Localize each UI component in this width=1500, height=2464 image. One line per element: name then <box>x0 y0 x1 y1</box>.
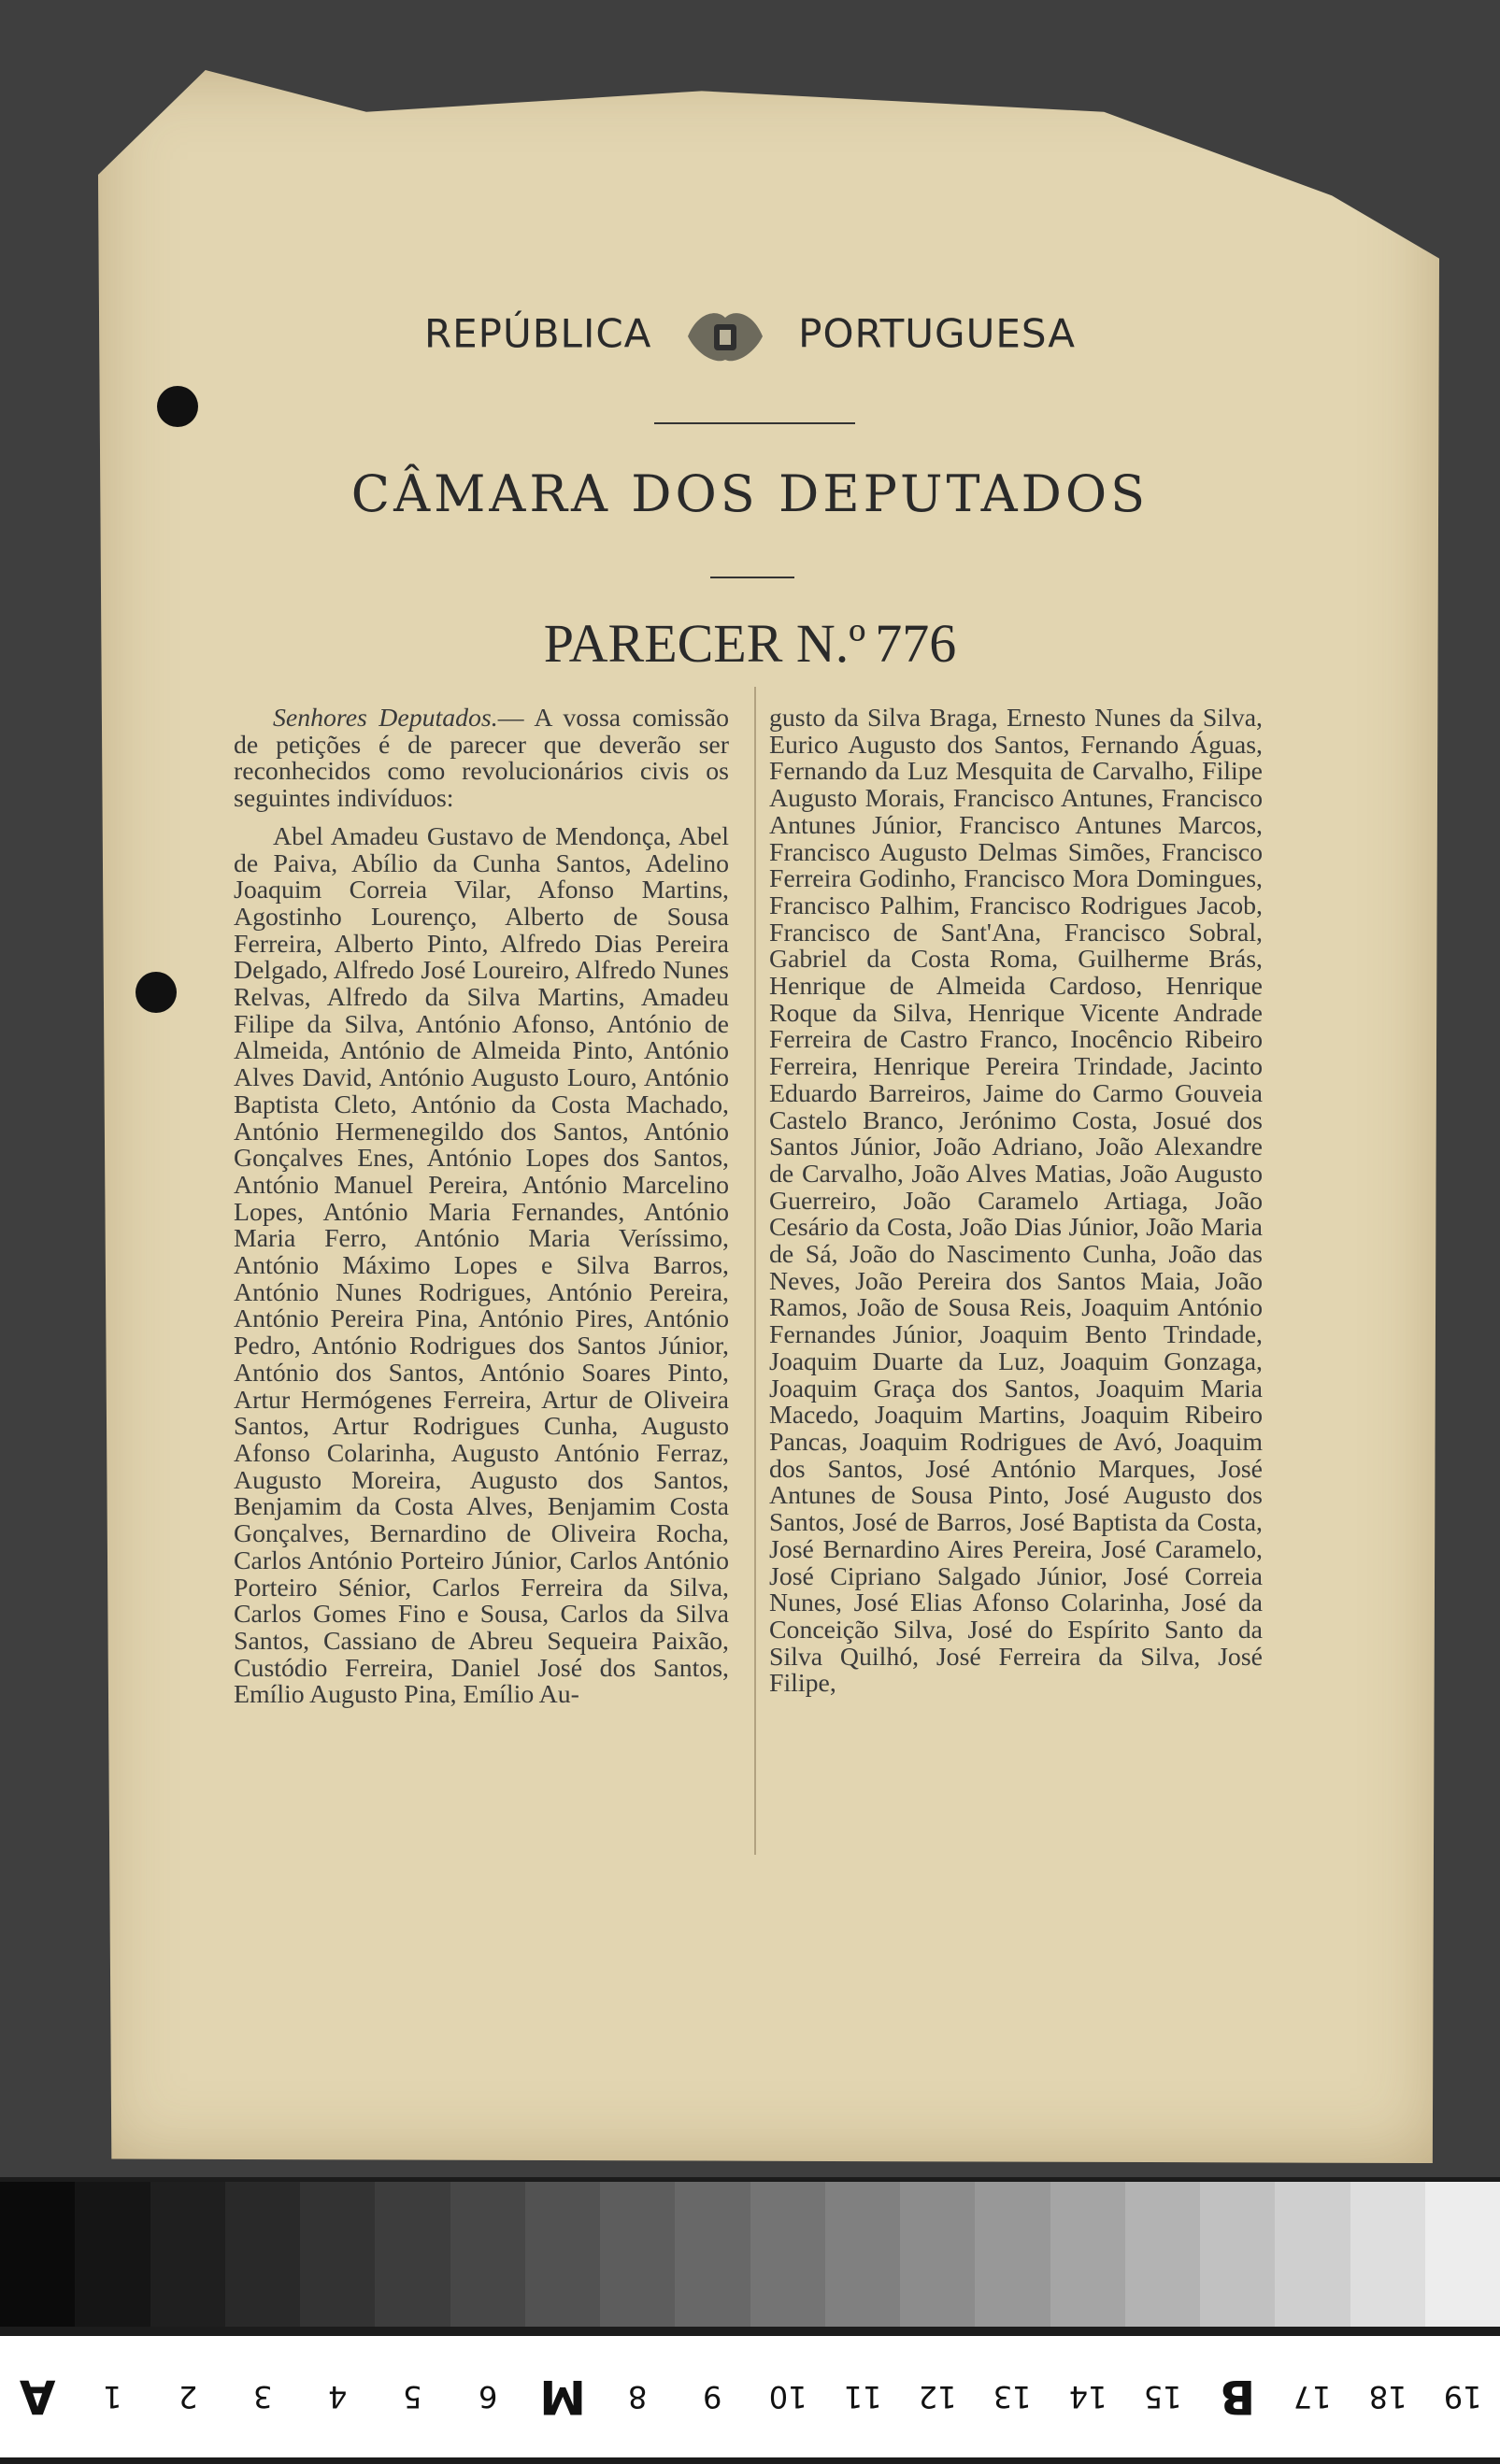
scale-label: 9 <box>703 2379 722 2414</box>
text-column-right <box>769 705 1263 1698</box>
gray-patch <box>1200 2182 1275 2327</box>
scale-label: 17 <box>1293 2379 1332 2414</box>
scale-label: 8 <box>627 2379 648 2414</box>
scale-label: 4 <box>327 2379 348 2414</box>
scale-label: 19 <box>1443 2379 1482 2414</box>
gray-patch <box>900 2182 975 2327</box>
gray-patch <box>375 2182 450 2327</box>
gray-patch <box>450 2182 525 2327</box>
gray-patch <box>75 2182 150 2327</box>
text-column-left <box>234 705 729 1709</box>
opinion-number: 776 <box>875 613 957 674</box>
scale-label: 3 <box>252 2379 273 2414</box>
scale-label: 13 <box>993 2379 1032 2414</box>
scale-label: 14 <box>1068 2379 1107 2414</box>
scale-label: M <box>539 2370 586 2424</box>
gray-patch <box>0 2182 75 2327</box>
punch-hole <box>136 972 177 1013</box>
gray-patch <box>1050 2182 1125 2327</box>
gray-patch <box>300 2182 375 2327</box>
names-list-right: gusto da Silva Braga, Ernesto Nunes da Silva, Eurico Augusto dos Santos, Fernando Águas, Fernando da Luz Mesquita de Carvalho, Filipe Augusto Morais, Francisco Antunes, Francisco Antunes Júnior, Francisco Antunes Marcos, Francisco Augusto Delmas Simões, Francisco Ferreira Godinho, Francisco Mora Domingues, Francisco Palhim, Francisco Rodrigues Jacob, Francisco de Sant'Ana, Francisco Sobral, Gabriel da Costa Roma, Guilherme Brás, Henrique de Almeida Cardoso, Henrique Roque da Silva, Henrique Vicente Andrade Ferreira de Castro Franco, Inocêncio Ribeiro Ferreira, Henrique Pereira Trindade, Jacinto Eduardo Barreiros, Jaime do Carmo Gouveia Castelo Branco, Jerónimo Costa, Josué dos Santos Júnior, João Adriano, João Alexandre de Carvalho, João Alves Matias, João Augusto Guerreiro, João Caramelo Artiaga, João Cesário da Costa, João Dias Júnior, João Maria de Sá, João do Nascimento Cunha, João das Neves, João Pereira dos Santos Maia, João Ramos, João de Sousa Reis, Joaquim António Fernandes Júnior, Joaquim Bento Trindade, Joaquim Duarte da Luz, Joaquim Gonzaga, Joaquim Graça dos Santos, Joaquim Maria Macedo, Joaquim Martins, Joaquim Ribeiro Pancas, Joaquim Rodrigues de Avó, Joaquim dos Santos, José António Marques, José Antunes de Sousa Pinto, José Augusto dos Santos, José de Barros, José Baptista da Costa, José Bernardino Aires Pereira, José Caramelo, José Cipriano Salgado Júnior, José Correia Nunes, José Elias Afonso Colarinha, José da Conceição Silva, José do Espírito Santo da Silva Quilhó, José Ferreira da Silva, José Filipe, <box>769 704 1263 1699</box>
gray-patch <box>825 2182 900 2327</box>
gray-patch <box>1350 2182 1425 2327</box>
fold-line <box>754 687 756 1855</box>
republica-word: REPÚBLICA <box>423 310 652 357</box>
scale-label: 6 <box>478 2379 497 2414</box>
salutation: Senhores Deputados. <box>273 704 498 733</box>
gray-patch <box>600 2182 675 2327</box>
scale-label: 1 <box>103 2379 122 2414</box>
gray-patch <box>1125 2182 1200 2327</box>
scale-label: 2 <box>178 2379 197 2414</box>
gray-patch <box>1275 2182 1350 2327</box>
names-list-left: Abel Amadeu Gustavo de Mendonça, Abel de Paiva, Abílio da Cunha Santos, Adelino Joaquim Correia Vilar, Afonso Martins, Agostinho Lourenço, Alberto de Sousa Ferreira, Alberto Pinto, Alfredo Dias Pereira Delgado, Alfredo José Loureiro, Alfredo Nunes Relvas, Alfredo da Silva Martins, Amadeu Filipe da Silva, António Afonso, António de Almeida, António de Almeida Pinto, António Alves David, António Augusto Louro, António Baptista Cleto, António da Costa Machado, António Hermenegildo dos Santos, António Gonçalves Enes, António Lopes dos Santos, António Manuel Pereira, António Marcelino Lopes, António Maria Fernandes, António Maria Ferro, António Maria Veríssimo, António Máximo Lopes e Silva Barros, António Nunes Rodrigues, António Pereira, António Pereira Pina, António Pires, António Pedro, António Rodrigues dos Santos Júnior, António dos Santos, António Soares Pinto, Artur Hermógenes Ferreira, Artur de Oliveira Santos, Artur Rodrigues Cunha, Augusto Afonso Colarinha, Augusto António Ferraz, Augusto Moreira, Augusto dos Santos, Benjamim da Costa Alves, Benjamim Costa Gonçalves, Bernardino de Oliveira Rocha, Carlos António Porteiro Júnior, Carlos António Porteiro Sénior, Carlos Ferreira da Silva, Carlos Gomes Fino e Sousa, Carlos da Silva Santos, Cassiano de Abreu Sequeira Paixão, Custódio Ferreira, Daniel José dos Santos, Emílio Augusto Pina, Emílio Au- <box>234 821 729 1710</box>
gray-patch <box>750 2182 825 2327</box>
grayscale-patches <box>0 2182 1500 2327</box>
gray-patch <box>675 2182 750 2327</box>
scale-label: 15 <box>1143 2379 1182 2414</box>
punch-hole <box>157 386 198 427</box>
scale-label: B <box>1220 2370 1256 2424</box>
intro-paragraph <box>234 705 729 813</box>
chamber-title: CÂMARA DOS DEPUTADOS <box>350 464 1150 523</box>
gray-patch <box>1425 2182 1500 2327</box>
scale-label: 5 <box>403 2379 422 2414</box>
header-rule <box>710 577 794 578</box>
scale-label: 12 <box>918 2379 957 2414</box>
scale-label: A <box>19 2370 56 2424</box>
scale-label: 11 <box>843 2379 882 2414</box>
gray-patch <box>225 2182 300 2327</box>
opinion-label: PARECER N.º <box>543 613 866 674</box>
republic-heading <box>0 304 1500 369</box>
opinion-title <box>0 612 1500 675</box>
gray-patch <box>975 2182 1050 2327</box>
color-target-scale <box>0 2336 1500 2457</box>
header-rule <box>654 422 855 424</box>
gray-patch <box>150 2182 225 2327</box>
scale-label: 18 <box>1368 2379 1407 2414</box>
scale-label: 10 <box>768 2379 807 2414</box>
portuguesa-word: PORTUGUESA <box>798 310 1077 357</box>
gray-patch <box>525 2182 600 2327</box>
coat-of-arms-icon <box>679 304 772 369</box>
intro-text: — A vossa comissão de petições é de parecer que deverão ser reconhecidos como revolucionários civis os seguintes indivíduos: <box>234 704 730 814</box>
